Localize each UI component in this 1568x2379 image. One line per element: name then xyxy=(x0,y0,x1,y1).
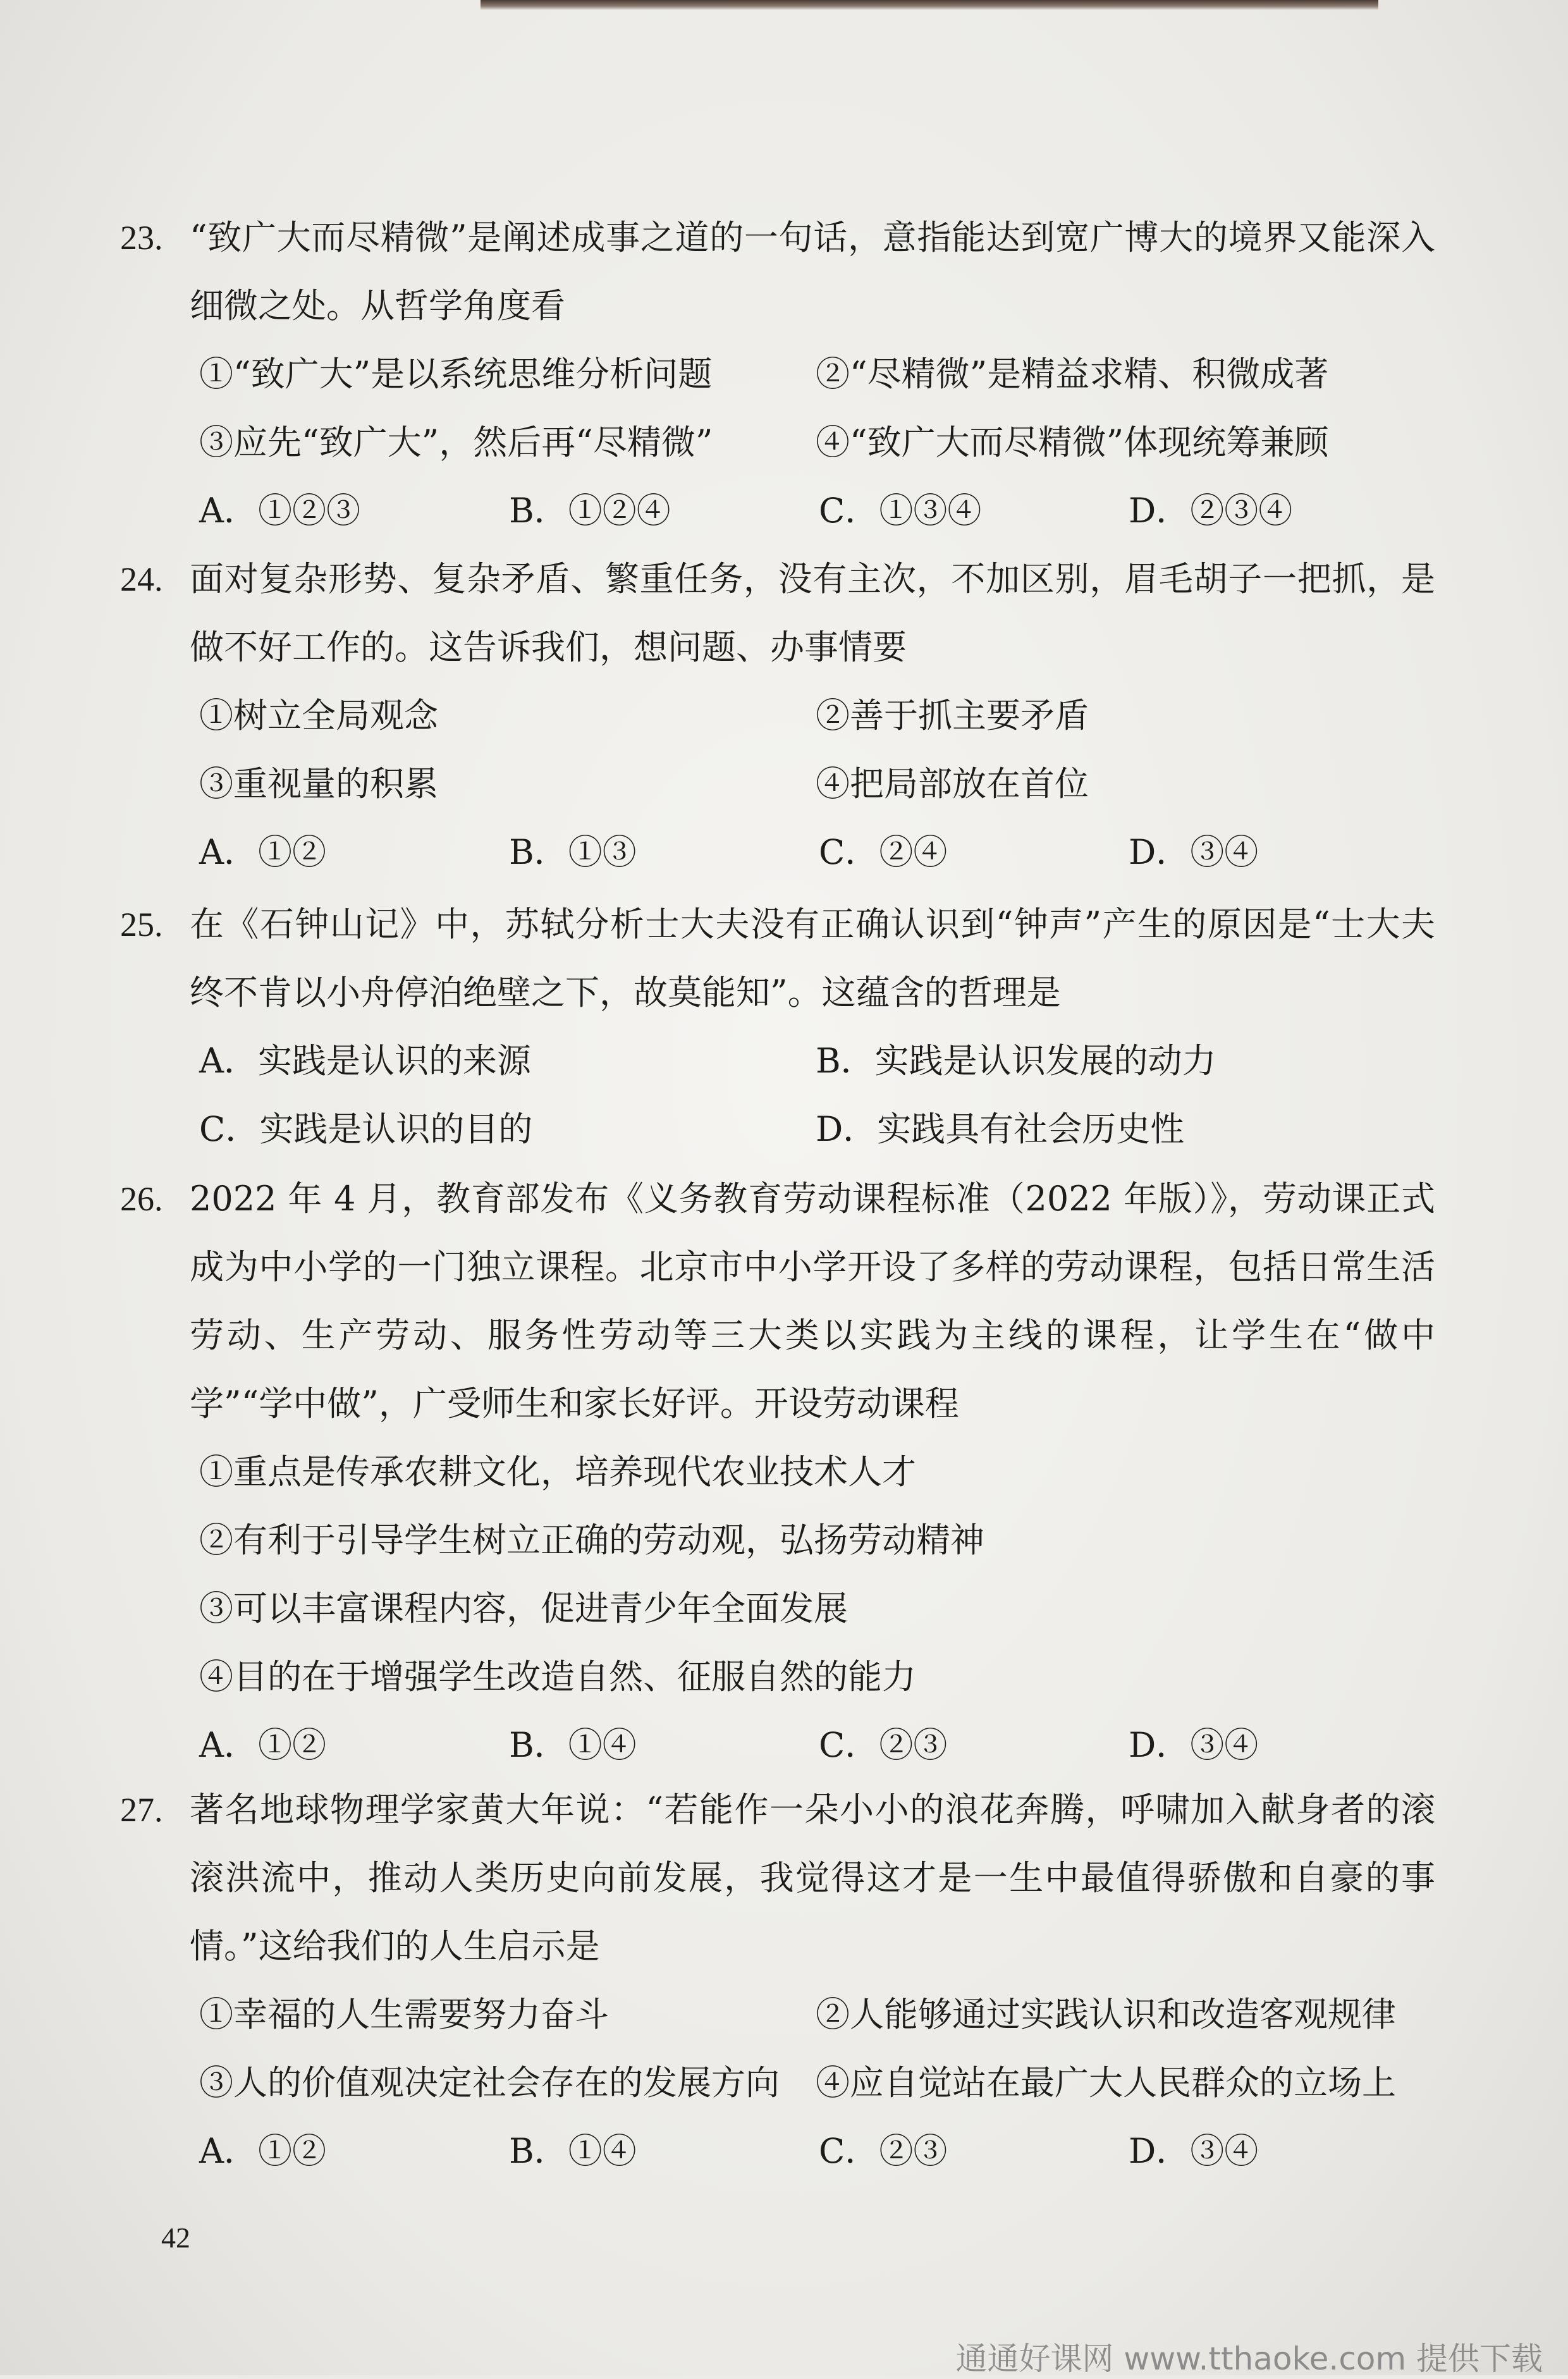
question-26 xyxy=(120,1165,1435,1780)
answer-choices xyxy=(199,1711,1435,1780)
choice-c: C．②③ xyxy=(819,1725,948,1765)
option-2: ②“尽精微”是精益求精、积微成著 xyxy=(816,354,1329,394)
answer-choices xyxy=(199,818,1435,887)
question-number: 26. xyxy=(120,1180,163,1218)
page-number: 42 xyxy=(161,2222,190,2254)
question-25 xyxy=(120,890,1435,1164)
choice-c: C．②③ xyxy=(819,2131,948,2171)
option-2: ②善于抓主要矛盾 xyxy=(816,696,1089,735)
option-3: ③人的价值观决定社会存在的发展方向 xyxy=(199,2063,780,2103)
question-stem: 面对复杂形势、复杂矛盾、繁重任务，没有主次，不加区别，眉毛胡子一把抓，是做不好工作的。这告诉我们，想问题、办事情要 xyxy=(190,559,1435,667)
choice-b: B．①④ xyxy=(509,2131,637,2171)
option-d: D．实践具有社会历史性 xyxy=(816,1109,1185,1149)
option-4: ④应自觉站在最广大人民群众的立场上 xyxy=(816,2063,1396,2103)
option-3: ③重视量的积累 xyxy=(199,764,438,804)
option-1: ①树立全局观念 xyxy=(199,696,438,735)
option-4: ④目的在于增强学生改造自然、征服自然的能力 xyxy=(199,1657,916,1697)
question-stem: 在《石钟山记》中，苏轼分析士大夫没有正确认识到“钟声”产生的原因是“士大夫终不肯以小舟停泊绝壁之下，故莫能知”。这蕴含的哲理是 xyxy=(190,904,1435,1012)
option-b: B．实践是认识发展的动力 xyxy=(816,1041,1216,1081)
choice-c: C．②④ xyxy=(819,832,948,872)
book-edge-shadow xyxy=(481,0,1378,10)
option-a: A．实践是认识的来源 xyxy=(199,1041,531,1081)
question-24 xyxy=(120,545,1435,887)
choice-d: D．③④ xyxy=(1129,1725,1259,1765)
question-stem: “致广大而尽精微”是阐述成事之道的一句话，意指能达到宽广博大的境界又能深入细微之处。从哲学角度看 xyxy=(190,218,1435,326)
choice-d: D．③④ xyxy=(1129,2131,1259,2171)
question-stem: 2022 年 4 月，教育部发布《义务教育劳动课程标准（2022 年版）》，劳动课正式成为中小学的一门独立课程。北京市中小学开设了多样的劳动课程，包括日常生活劳动、生产劳动、服务性劳动等三大类以实践为主线的课程，让学生在“做中学”“学中做”，广受师生和家长好评。开设劳动课程 xyxy=(190,1179,1435,1423)
choice-a: A．①②③ xyxy=(199,491,360,531)
answer-choices xyxy=(199,477,1435,545)
choice-c: C．①③④ xyxy=(819,491,982,531)
option-1: ①重点是传承农耕文化，培养现代农业技术人才 xyxy=(199,1452,916,1492)
question-number: 25. xyxy=(120,906,163,944)
choice-b: B．①③ xyxy=(509,832,637,872)
answer-choices xyxy=(199,2117,1435,2185)
choice-d: D．③④ xyxy=(1129,832,1259,872)
choice-a: A．①② xyxy=(199,832,326,872)
option-3: ③可以丰富课程内容，促进青少年全面发展 xyxy=(199,1589,848,1628)
choice-a: A．①② xyxy=(199,1725,326,1765)
option-3: ③应先“致广大”，然后再“尽精微” xyxy=(199,422,713,462)
option-2: ②有利于引导学生树立正确的劳动观，弘扬劳动精神 xyxy=(199,1520,984,1560)
option-4: ④“致广大而尽精微”体现统筹兼顾 xyxy=(816,422,1329,462)
choice-a: A．①② xyxy=(199,2131,326,2171)
option-1: ①“致广大”是以系统思维分析问题 xyxy=(199,354,713,394)
option-4: ④把局部放在首位 xyxy=(816,764,1089,804)
option-2: ②人能够通过实践认识和改造客观规律 xyxy=(816,1995,1396,2034)
option-1: ①幸福的人生需要努力奋斗 xyxy=(199,1995,609,2034)
question-27 xyxy=(120,1776,1435,2185)
question-23 xyxy=(120,204,1435,545)
choice-b: B．①④ xyxy=(509,1725,637,1765)
question-number: 27. xyxy=(120,1791,163,1829)
question-number: 23. xyxy=(120,219,163,257)
watermark: 通通好课网 www.tthaoke.com 提供下载 xyxy=(955,2340,1543,2377)
question-stem: 著名地球物理学家黄大年说：“若能作一朵小小的浪花奔腾，呼啸加入献身者的滚滚洪流中，推动人类历史向前发展，我觉得这才是一生中最值得骄傲和自豪的事情。”这给我们的人生启示是 xyxy=(190,1790,1435,1966)
choice-b: B．①②④ xyxy=(509,491,671,531)
question-number: 24. xyxy=(120,560,163,598)
option-c: C．实践是认识的目的 xyxy=(199,1109,533,1149)
choice-d: D．②③④ xyxy=(1129,491,1293,531)
